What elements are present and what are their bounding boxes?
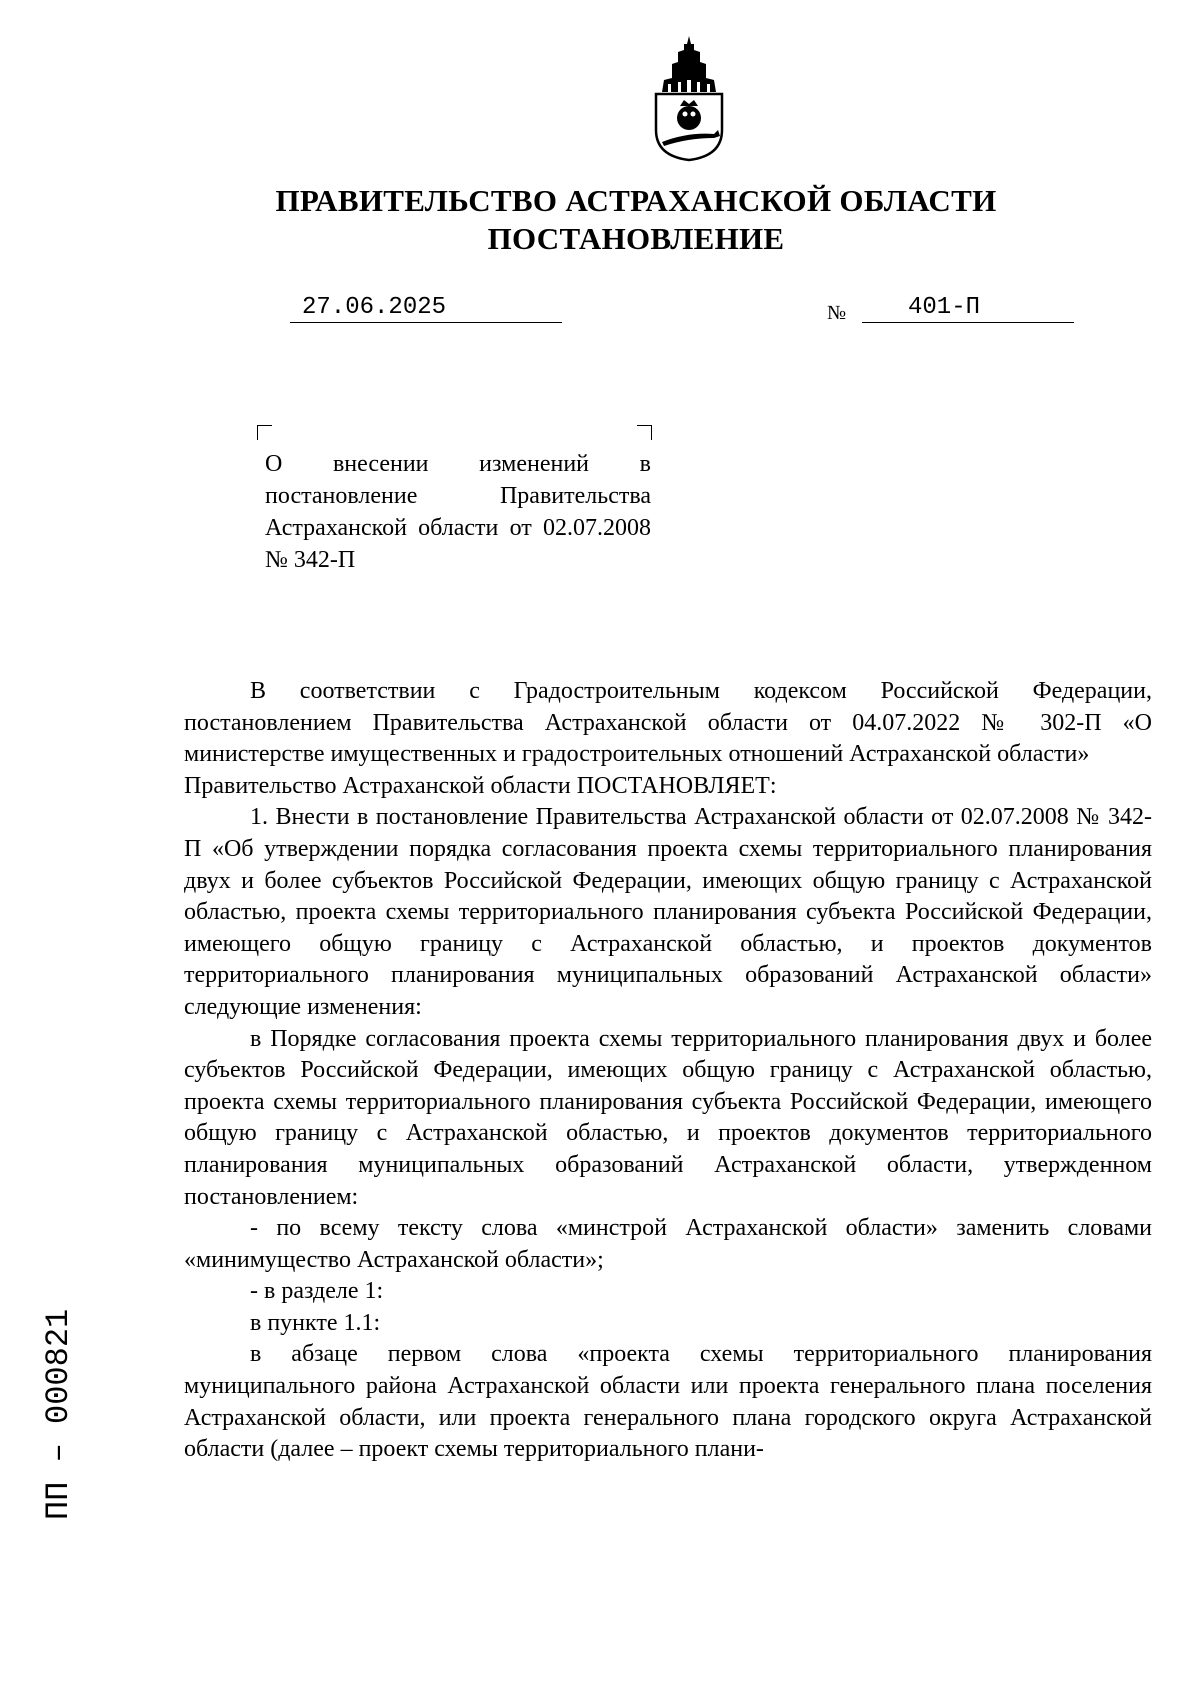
document-subject: О внесении изменений в постановление Правительства Астраханской области от 02.07.2008 № 342-П xyxy=(265,451,651,573)
bracket-corner-left xyxy=(257,425,272,440)
coat-of-arms-icon xyxy=(648,34,730,162)
paragraph: в Порядке согласования проекта схемы территориального планирования двух и более субъектов Российской Федерации, имеющих общую границу с Астраханской областью, проекта схемы территориального планирования субъекта Российской Федерации, имеющего общую границу с Астраханской областью, и проектов документов территориального планирования муниципальных образований Астраханской области, утвержденном постановлением: xyxy=(184,1025,1152,1210)
document-body xyxy=(184,676,1152,1466)
bracket-corner-right xyxy=(637,425,652,440)
paragraph: 1. Внести в постановление Правительства Астраханской области от 02.07.2008 № 342-П «Об утверждении порядка согласования проекта схемы территориального планирования двух и более субъектов Российской Федерации, имеющих общую границу с Астраханской областью, проекта схемы территориального планирования субъекта Российской Федерации, имеющего общую границу с Астраханской областью, и проектов документов территориального планирования муниципальных образований Астраханской области» следующие изменения: xyxy=(184,804,1152,1020)
paragraph: В соответствии с Градостроительным кодексом Российской Федерации, постановлением Правительства Астраханской области от 04.07.2022 № 302-П «О министерстве имущественных и градостроительных отношений Астраханской области» xyxy=(184,678,1152,768)
document-date: 27.06.2025 xyxy=(290,294,562,323)
paragraph: в абзаце первом слова «проекта схемы территориального планирования муниципального района Астраханской области или проекта генерального плана поселения Астраханской области, или проекта генерального плана городского округа Астраханской области (далее – проект схемы территориального плани- xyxy=(184,1341,1152,1463)
organization-title: ПРАВИТЕЛЬСТВО АСТРАХАНСКОЙ ОБЛАСТИ xyxy=(275,183,997,218)
paragraph: в пункте 1.1: xyxy=(250,1309,381,1336)
paragraph: - по всему тексту слова «минстрой Астраханской области» заменить словами «минимущество Астраханской области»; xyxy=(184,1215,1152,1273)
document-type: ПОСТАНОВЛЕНИЕ xyxy=(487,221,785,256)
number-sign: № xyxy=(827,302,847,324)
side-registration-stamp: ПП – 000821 xyxy=(40,1308,77,1520)
document-number: 401-П xyxy=(862,294,1074,323)
paragraph: Правительство Астраханской области ПОСТАНОВЛЯЕТ: xyxy=(184,772,777,799)
paragraph: - в разделе 1: xyxy=(250,1278,384,1305)
document-header xyxy=(0,182,1200,258)
